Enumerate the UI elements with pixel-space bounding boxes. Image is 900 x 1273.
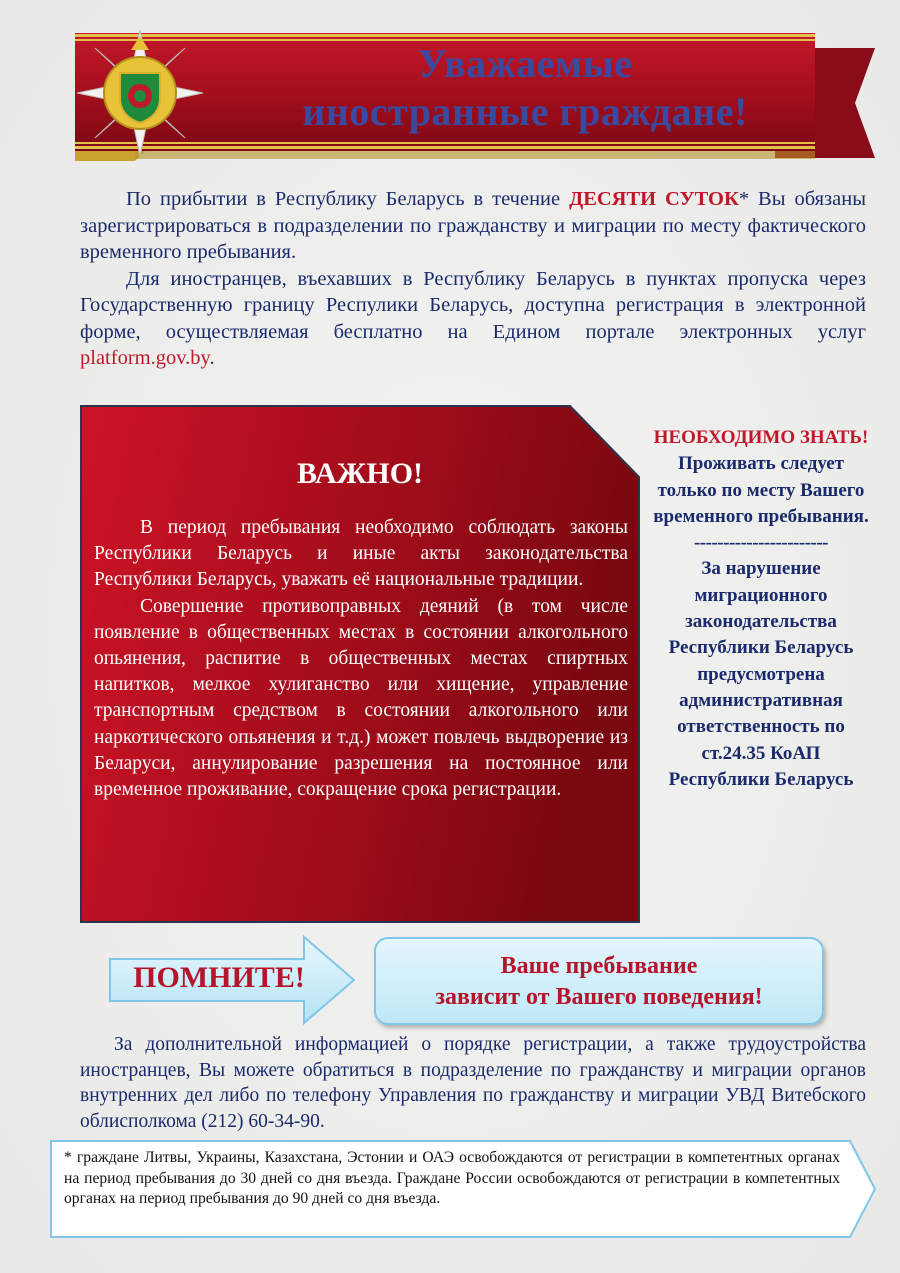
important-body bbox=[94, 515, 628, 803]
residence-rule-text: Проживать следует только по месту Вашего временного пребывания. bbox=[653, 453, 869, 527]
behavior-line-2: зависит от Вашего поведения! bbox=[435, 984, 763, 1010]
intro-paragraph-2 bbox=[80, 266, 866, 372]
ministry-emblem-icon bbox=[75, 28, 205, 158]
important-paragraph-1: В период пребывания необходимо соблюдать законы Республики Беларусь и иные акты законодательства Республики Беларусь, уважать её национальные традиции. bbox=[94, 517, 628, 591]
title-line-2: иностранные граждане! bbox=[302, 89, 748, 134]
important-box bbox=[80, 405, 640, 923]
need-to-know-heading: НЕОБХОДИМО ЗНАТЬ! bbox=[653, 427, 869, 448]
page-title bbox=[225, 40, 825, 136]
ten-days-highlight: ДЕСЯТИ СУТОК bbox=[569, 188, 739, 210]
important-paragraph-2: Совершение противоправных деяний (в том числе появление в общественных местах в состоянии алкогольного опьянения, распитие в общественных местах спиртных напитков, мелкое хулиганство или хищение, управление транспортным средством в состоянии алкогольного или наркотического опьянения и т.д.) может повлечь выдворение из Беларуси, аннулирование разрешения на постоянное или временное проживание, сокращение срока регистрации. bbox=[94, 595, 628, 801]
intro-section bbox=[80, 186, 866, 372]
intro-paragraph-1 bbox=[80, 186, 866, 266]
title-line-1: Уважаемые bbox=[417, 41, 633, 86]
intro-text: * Вы обязаны зарегистрироваться в подразделении по гражданству и миграции по месту фактического временного пребывания. bbox=[80, 188, 866, 263]
footnote-box bbox=[50, 1140, 876, 1238]
behavior-line-1: Ваше пребывание bbox=[500, 953, 698, 979]
remember-arrow bbox=[108, 935, 358, 1025]
important-title: ВАЖНО! bbox=[296, 457, 424, 490]
intro-text: . bbox=[209, 347, 215, 369]
liability-text: За нарушение миграционного законодательства Республики Беларусь предусмотрена административная ответственность по ст.24.35 КоАП Республики Беларусь bbox=[668, 558, 854, 790]
portal-link[interactable]: platform.gov.by bbox=[80, 347, 210, 369]
separator-line: ----------------------- bbox=[693, 532, 829, 554]
contact-info bbox=[80, 1032, 866, 1134]
remember-label: ПОМНИТЕ! bbox=[133, 961, 305, 994]
need-to-know-column bbox=[652, 425, 870, 793]
behavior-text bbox=[376, 951, 822, 1013]
intro-text: Для иностранцев, въехавших в Республику Беларусь в пунктах пропуска через Государственную границу Респулики Беларусь, доступна регистрация в электронной форме, осуществляемая бесплатно на Едином портале электронных услуг bbox=[80, 267, 866, 343]
intro-text: По прибытии в Республику Беларусь в течение bbox=[126, 188, 570, 210]
footnote-text: * граждане Литвы, Украины, Казахстана, Эстонии и ОАЭ освобождаются от регистрации в компетентных органах на период пребывания до 30 дней со дня въезда. Граждане России освобождаются от регистрации в компетентных органах на период пребывания до 90 дней со дня въезда. bbox=[64, 1149, 840, 1208]
behavior-callout bbox=[374, 937, 824, 1025]
contact-paragraph: За дополнительной информацией о порядке регистрации, а также трудоустройства иностранцев, Вы можете обратиться в подразделение по гражданству и миграции органов внутренних дел либо по телефону Управления по гражданству и миграции УВД Витебского облисполкома (212) 60-34-90. bbox=[80, 1034, 866, 1132]
header-banner bbox=[75, 28, 875, 168]
